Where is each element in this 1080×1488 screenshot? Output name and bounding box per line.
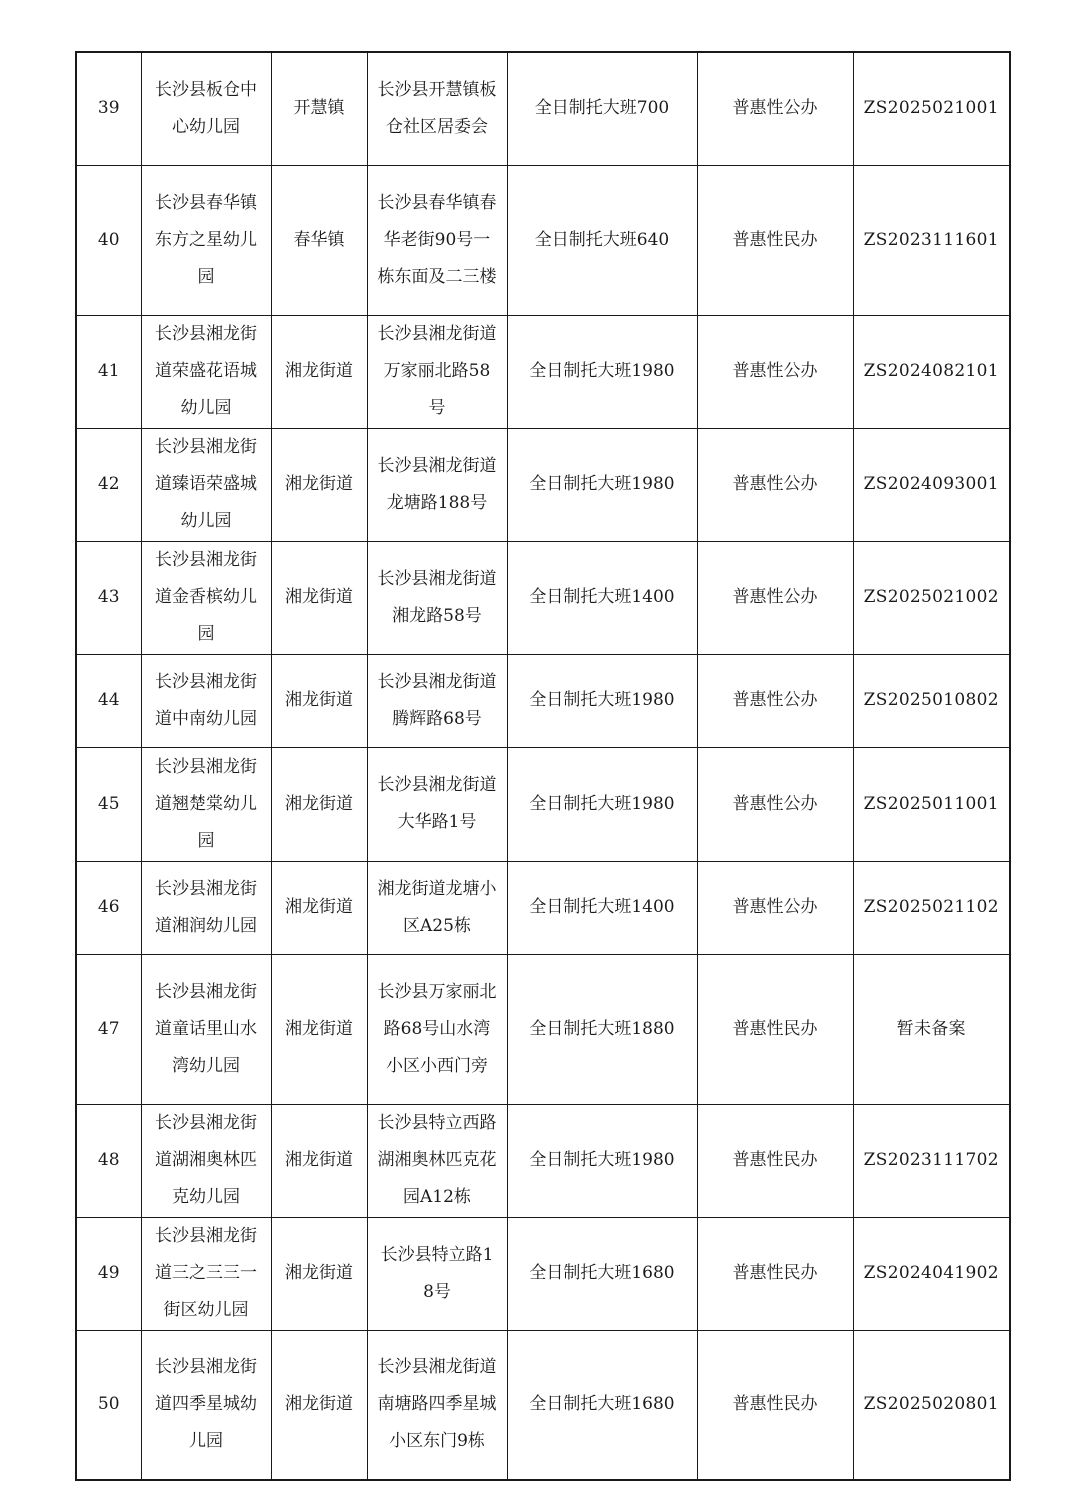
row-number: 45 (76, 747, 141, 861)
table-row (76, 428, 1010, 541)
nature: 普惠性民办 (697, 954, 853, 1104)
row-number: 40 (76, 165, 141, 315)
nature: 普惠性公办 (697, 654, 853, 747)
town: 湘龙街道 (271, 541, 367, 654)
nature: 普惠性公办 (697, 747, 853, 861)
record-number: ZS2025021002 (853, 541, 1010, 654)
town: 湘龙街道 (271, 1104, 367, 1217)
service-type: 全日制托大班1680 (507, 1217, 697, 1330)
service-type: 全日制托大班1980 (507, 654, 697, 747)
service-type: 全日制托大班1980 (507, 428, 697, 541)
record-number: ZS2024093001 (853, 428, 1010, 541)
kindergarten-name: 长沙县湘龙街道臻语荣盛城幼儿园 (141, 428, 271, 541)
address: 长沙县湘龙街道龙塘路188号 (367, 428, 507, 541)
record-number: ZS2023111702 (853, 1104, 1010, 1217)
address: 长沙县特立路18号 (367, 1217, 507, 1330)
nature: 普惠性民办 (697, 165, 853, 315)
town: 湘龙街道 (271, 954, 367, 1104)
town: 湘龙街道 (271, 315, 367, 428)
town: 湘龙街道 (271, 747, 367, 861)
service-type: 全日制托大班1680 (507, 1330, 697, 1480)
table-row (76, 1104, 1010, 1217)
record-number: ZS2025021102 (853, 861, 1010, 954)
record-number: ZS2025021001 (853, 52, 1010, 165)
record-number: ZS2025020801 (853, 1330, 1010, 1480)
nature: 普惠性民办 (697, 1217, 853, 1330)
kindergarten-name: 长沙县春华镇东方之星幼儿园 (141, 165, 271, 315)
town: 春华镇 (271, 165, 367, 315)
table-row (76, 747, 1010, 861)
kindergarten-table (75, 51, 1011, 1481)
kindergarten-name: 长沙县板仓中心幼儿园 (141, 52, 271, 165)
table-row (76, 52, 1010, 165)
record-number: ZS2025011001 (853, 747, 1010, 861)
record-number: ZS2025010802 (853, 654, 1010, 747)
town: 湘龙街道 (271, 861, 367, 954)
row-number: 50 (76, 1330, 141, 1480)
record-number: ZS2024041902 (853, 1217, 1010, 1330)
address: 长沙县湘龙街道湘龙路58号 (367, 541, 507, 654)
row-number: 41 (76, 315, 141, 428)
address: 长沙县湘龙街道大华路1号 (367, 747, 507, 861)
kindergarten-name: 长沙县湘龙街道金香槟幼儿园 (141, 541, 271, 654)
service-type: 全日制托大班640 (507, 165, 697, 315)
town: 湘龙街道 (271, 654, 367, 747)
nature: 普惠性民办 (697, 1104, 853, 1217)
service-type: 全日制托大班1980 (507, 315, 697, 428)
table-row (76, 1217, 1010, 1330)
nature: 普惠性公办 (697, 315, 853, 428)
address: 长沙县特立西路湖湘奥林匹克花园A12栋 (367, 1104, 507, 1217)
service-type: 全日制托大班1400 (507, 861, 697, 954)
nature: 普惠性公办 (697, 428, 853, 541)
kindergarten-name: 长沙县湘龙街道童话里山水湾幼儿园 (141, 954, 271, 1104)
service-type: 全日制托大班1980 (507, 747, 697, 861)
town: 湘龙街道 (271, 1217, 367, 1330)
service-type: 全日制托大班1880 (507, 954, 697, 1104)
address: 长沙县湘龙街道腾辉路68号 (367, 654, 507, 747)
town: 湘龙街道 (271, 428, 367, 541)
nature: 普惠性民办 (697, 1330, 853, 1480)
table-row (76, 1330, 1010, 1480)
service-type: 全日制托大班700 (507, 52, 697, 165)
address: 长沙县湘龙街道万家丽北路58号 (367, 315, 507, 428)
kindergarten-name: 长沙县湘龙街道三之三三一街区幼儿园 (141, 1217, 271, 1330)
table-row (76, 861, 1010, 954)
record-number: 暂未备案 (853, 954, 1010, 1104)
row-number: 42 (76, 428, 141, 541)
kindergarten-name: 长沙县湘龙街道四季星城幼儿园 (141, 1330, 271, 1480)
record-number: ZS2024082101 (853, 315, 1010, 428)
address: 长沙县湘龙街道南塘路四季星城小区东门9栋 (367, 1330, 507, 1480)
record-number: ZS2023111601 (853, 165, 1010, 315)
row-number: 48 (76, 1104, 141, 1217)
kindergarten-name: 长沙县湘龙街道湘润幼儿园 (141, 861, 271, 954)
kindergarten-name: 长沙县湘龙街道湖湘奥林匹克幼儿园 (141, 1104, 271, 1217)
address: 长沙县开慧镇板仓社区居委会 (367, 52, 507, 165)
kindergarten-name: 长沙县湘龙街道荣盛花语城幼儿园 (141, 315, 271, 428)
address: 长沙县春华镇春华老街90号一栋东面及二三楼 (367, 165, 507, 315)
row-number: 47 (76, 954, 141, 1104)
service-type: 全日制托大班1400 (507, 541, 697, 654)
row-number: 44 (76, 654, 141, 747)
table-row (76, 654, 1010, 747)
nature: 普惠性公办 (697, 541, 853, 654)
address: 长沙县万家丽北路68号山水湾小区小西门旁 (367, 954, 507, 1104)
table-row (76, 315, 1010, 428)
row-number: 46 (76, 861, 141, 954)
row-number: 39 (76, 52, 141, 165)
kindergarten-name: 长沙县湘龙街道翘楚棠幼儿园 (141, 747, 271, 861)
town: 湘龙街道 (271, 1330, 367, 1480)
town: 开慧镇 (271, 52, 367, 165)
address: 湘龙街道龙塘小区A25栋 (367, 861, 507, 954)
table-row (76, 541, 1010, 654)
row-number: 43 (76, 541, 141, 654)
row-number: 49 (76, 1217, 141, 1330)
kindergarten-name: 长沙县湘龙街道中南幼儿园 (141, 654, 271, 747)
nature: 普惠性公办 (697, 861, 853, 954)
table-row (76, 954, 1010, 1104)
table-row (76, 165, 1010, 315)
service-type: 全日制托大班1980 (507, 1104, 697, 1217)
nature: 普惠性公办 (697, 52, 853, 165)
